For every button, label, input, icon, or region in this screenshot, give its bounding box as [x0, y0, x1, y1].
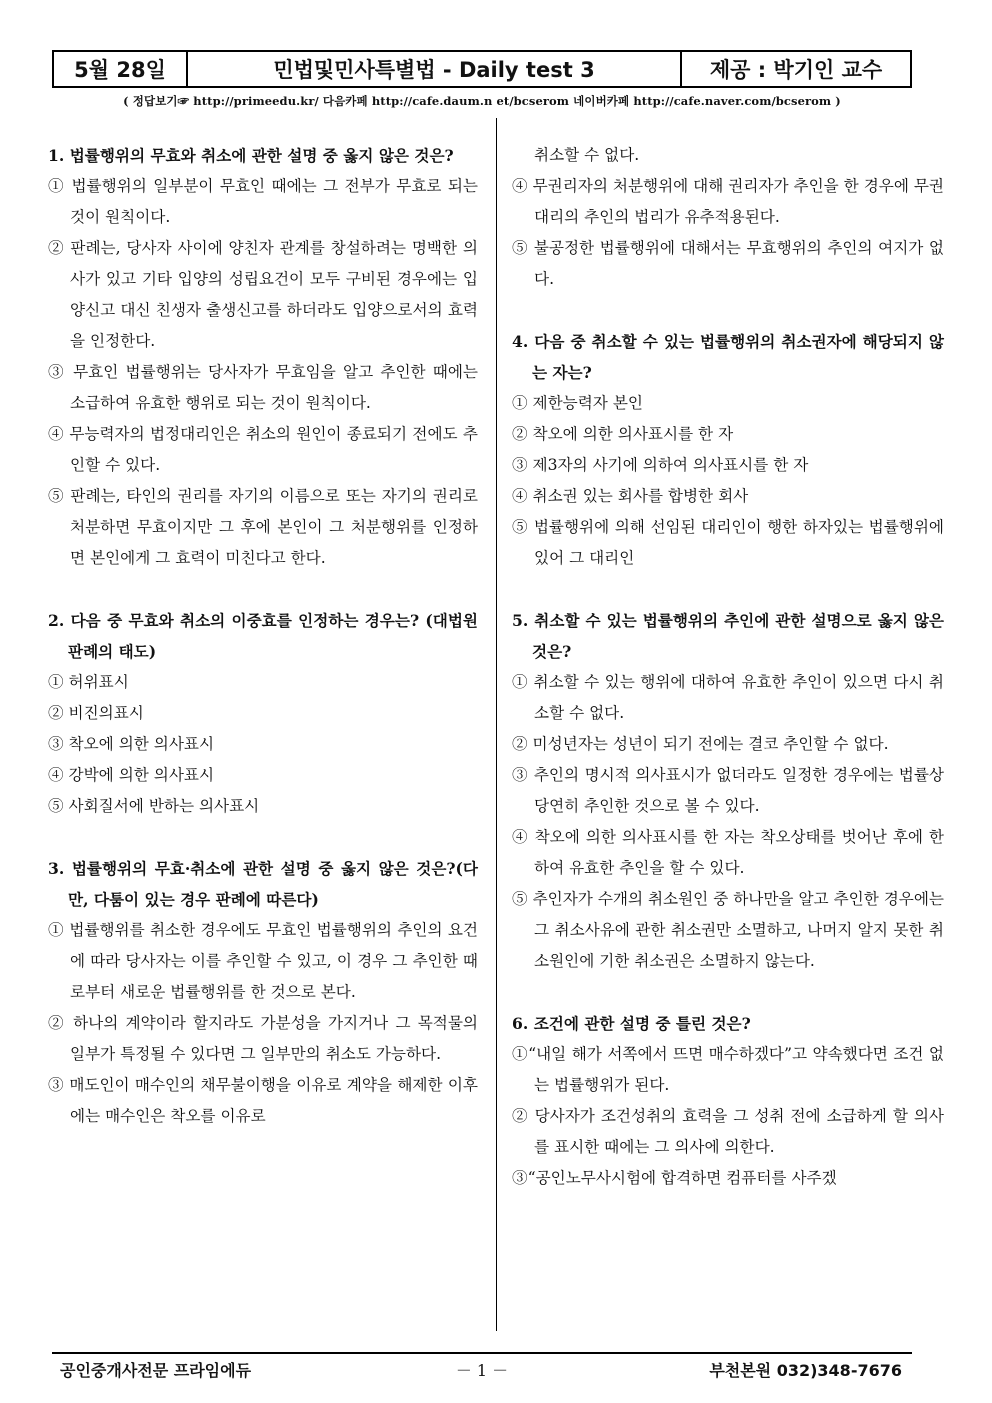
footer-contact: 부천본원 032)348-7676 — [709, 1361, 902, 1380]
test-date: 5월 28일 — [54, 52, 188, 86]
option: ①“내일 해가 서쪽에서 뜨면 매수하겠다”고 약속했다면 조건 없는 법률행위가 된다. — [512, 1045, 944, 1094]
footer-rule — [52, 1352, 912, 1354]
footer-academy: 공인중개사전문 프라임에듀 — [60, 1361, 252, 1380]
option: ⑤ 법률행위에 의해 선임된 대리인이 행한 하자있는 법률행위에 있어 그 대리인 — [512, 518, 944, 567]
option: ⑤ 불공정한 법률행위에 대해서는 무효행위의 추인의 여지가 없다. — [512, 239, 944, 288]
question-title: 1. 법률행위의 무효와 취소에 관한 설명 중 옳지 않은 것은? — [48, 146, 454, 165]
option: ⑤ 사회질서에 반하는 의사표시 — [48, 797, 260, 815]
option: ③ 매도인이 매수인의 채무불이행을 이유로 계약을 해제한 이후에는 매수인은 착오를 이유로 — [48, 1076, 478, 1125]
page-number: － 1 － — [455, 1361, 509, 1380]
answer-links: ( 정답보기☞ http://primeedu.kr/ 다음카페 http://cafe.daum.n et/bcserom 네이버카페 http://cafe.naver.com/bcserom ) — [123, 94, 841, 108]
provider: 제공 : 박기인 교수 — [709, 58, 883, 82]
option: ④ 무권리자의 처분행위에 대해 권리자가 추인을 한 경우에 무권대리의 추인의 법리가 유추적용된다. — [512, 177, 944, 226]
question-3 — [48, 853, 478, 1132]
option: ① 법률행위의 일부분이 무효인 때에는 그 전부가 무효로 되는 것이 원칙이다. — [48, 177, 478, 226]
question-title: 3. 법률행위의 무효·취소에 관한 설명 중 옳지 않은 것은?(다만, 다툼이 있는 경우 판례에 따른다) — [48, 859, 478, 909]
option: ⑤ 판례는, 타인의 권리를 자기의 이름으로 또는 자기의 권리로 처분하면 무효이지만 그 후에 본인이 그 처분행위를 인정하면 본인에게 그 효력이 미친다고 한다. — [48, 487, 478, 567]
option: ⑤ 추인자가 수개의 취소원인 중 하나만을 알고 추인한 경우에는 그 취소사유에 관한 취소권만 소멸하고, 나머지 알지 못한 취소원인에 기한 취소권은 소멸하지 않는다. — [512, 890, 944, 970]
question-title: 4. 다음 중 취소할 수 있는 법률행위의 취소권자에 해당되지 않는 자는? — [512, 332, 944, 382]
option: ② 당사자가 조건성취의 효력을 그 성취 전에 소급하게 할 의사를 표시한 때에는 그 의사에 의한다. — [512, 1107, 944, 1156]
footer — [52, 1358, 912, 1380]
header-box — [52, 50, 912, 88]
option: ③ 추인의 명시적 의사표시가 없더라도 일정한 경우에는 법률상 당연히 추인한 것으로 볼 수 있다. — [512, 766, 944, 815]
option: ① 허위표시 — [48, 673, 129, 691]
option: ④ 취소권 있는 회사를 합병한 회사 — [512, 487, 749, 505]
option: ① 법률행위를 취소한 경우에도 무효인 법률행위의 추인의 요건에 따라 당사자는 이를 추인할 수 있고, 이 경우 그 추인한 때로부터 새로운 법률행위를 한 것으로 본다. — [48, 921, 478, 1001]
option-continuation: 취소할 수 없다. — [534, 146, 640, 164]
option: ② 판례는, 당사자 사이에 양친자 관계를 창설하려는 명백한 의사가 있고 기타 입양의 성립요건이 모두 구비된 경우에는 입양신고 대신 친생자 출생신고를 하더라도 입양으로서의 효력을 인정한다. — [48, 239, 478, 350]
test-title: 민법및민사특별법 - Daily test 3 — [188, 52, 682, 86]
question-2 — [48, 605, 478, 822]
column-divider — [496, 118, 497, 1331]
option: ③“공인노무사시험에 합격하면 컴퓨터를 사주겠 — [512, 1169, 837, 1187]
option: ② 미성년자는 성년이 되기 전에는 결코 추인할 수 없다. — [512, 735, 889, 753]
option: ② 하나의 계약이라 할지라도 가분성을 가지거나 그 목적물의 일부가 특정될 수 있다면 그 일부만의 취소도 가능하다. — [48, 1014, 478, 1063]
option: ① 취소할 수 있는 행위에 대하여 유효한 추인이 있으면 다시 취소할 수 없다. — [512, 673, 944, 722]
option: ① 제한능력자 본인 — [512, 394, 643, 412]
option: ④ 착오에 의한 의사표시를 한 자는 착오상태를 벗어난 후에 한하여 유효한 추인을 할 수 있다. — [512, 828, 944, 877]
question-4 — [512, 326, 944, 574]
option: ② 비진의표시 — [48, 704, 144, 722]
right-column — [512, 140, 944, 1194]
option: ③ 제3자의 사기에 의하여 의사표시를 한 자 — [512, 456, 809, 474]
question-title: 2. 다음 중 무효와 취소의 이중효를 인정하는 경우는? (대법원판례의 태도) — [48, 611, 478, 661]
left-column — [48, 140, 478, 1132]
option: ③ 착오에 의한 의사표시 — [48, 735, 215, 753]
question-5 — [512, 605, 944, 977]
question-title: 6. 조건에 관한 설명 중 틀린 것은? — [512, 1014, 751, 1033]
option: ④ 강박에 의한 의사표시 — [48, 766, 215, 784]
option: ③ 무효인 법률행위는 당사자가 무효임을 알고 추인한 때에는 소급하여 유효한 행위로 되는 것이 원칙이다. — [48, 363, 478, 412]
question-6 — [512, 1008, 944, 1194]
option: ④ 무능력자의 법정대리인은 취소의 원인이 종료되기 전에도 추인할 수 있다. — [48, 425, 478, 474]
option: ② 착오에 의한 의사표시를 한 자 — [512, 425, 734, 443]
question-1 — [48, 140, 478, 574]
question-title: 5. 취소할 수 있는 법률행위의 추인에 관한 설명으로 옳지 않은 것은? — [512, 611, 944, 661]
